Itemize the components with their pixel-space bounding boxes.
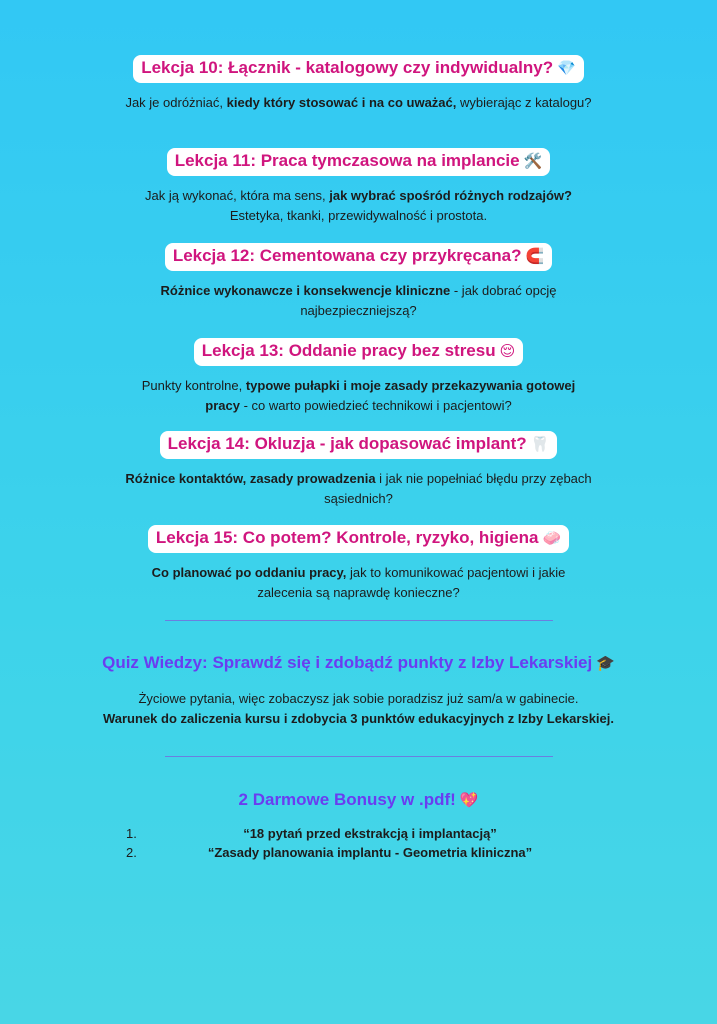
- quiz-line-1: Życiowe pytania, więc zobaczysz jak sobie poradzisz już sam/a w gabinecie.: [138, 691, 579, 706]
- lesson-title: Lekcja 14: Okluzja - jak dopasować implant? 🦷: [160, 431, 558, 459]
- sparkling-heart-icon: 💖: [459, 792, 479, 809]
- lesson-description: Różnice kontaktów, zasady prowadzenia i jak nie popełniać błędu przy zębach sąsiednich?: [125, 471, 592, 506]
- lesson-15: [0, 525, 717, 603]
- list-number: 2.: [126, 845, 137, 860]
- lesson-description: Różnice wykonawcze i konsekwencje kliniczne - jak dobrać opcję najbezpieczniejszą?: [160, 283, 557, 318]
- lesson-12: [0, 243, 717, 321]
- lesson-description: Punkty kontrolne, typowe pułapki i moje zasady przekazywania gotowej pracy - co warto powiedzieć technikowi i pacjentowi?: [141, 378, 576, 413]
- lesson-11: [0, 148, 717, 226]
- quiz-title: Quiz Wiedzy: Sprawdź się i zdobądź punkty z Izby Lekarskiej 🎓: [102, 653, 615, 672]
- list-number: 1.: [126, 826, 137, 841]
- lesson-10: [0, 55, 717, 113]
- magnet-icon: 🧲: [525, 248, 545, 265]
- tools-icon: 🛠️: [523, 153, 543, 170]
- relieved-face-icon: 😌: [499, 343, 516, 360]
- divider: [165, 756, 553, 757]
- graduation-cap-icon: 🎓: [596, 655, 615, 672]
- bonus-title: 2 Darmowe Bonusy w .pdf! 💖: [238, 790, 479, 809]
- list-item: [0, 845, 717, 864]
- lesson-title: Lekcja 13: Oddanie pracy bez stresu 😌: [194, 338, 524, 366]
- lesson-13: [0, 338, 717, 416]
- lesson-title: Lekcja 11: Praca tymczasowa na implancie 🛠️: [167, 148, 551, 176]
- list-text: “18 pytań przed ekstrakcją i implantacją”: [243, 826, 497, 841]
- divider: [165, 620, 553, 621]
- lesson-14: [0, 431, 717, 509]
- bonus-list: [0, 826, 717, 864]
- lesson-title: Lekcja 15: Co potem? Kontrole, ryzyko, higiena 🧼: [148, 525, 569, 553]
- lesson-description: Jak ją wykonać, która ma sens, jak wybrać spośród różnych rodzajów? Estetyka, tkanki, przewidywalność i prostota.: [145, 188, 572, 223]
- quiz-description: [0, 689, 717, 729]
- lesson-title: Lekcja 12: Cementowana czy przykręcana? 🧲: [165, 243, 552, 271]
- gem-icon: 💎: [557, 60, 576, 77]
- soap-icon: 🧼: [542, 530, 562, 547]
- list-text: “Zasady planowania implantu - Geometria kliniczna”: [207, 845, 533, 860]
- list-item: [0, 826, 717, 845]
- lesson-title: Lekcja 10: Łącznik - katalogowy czy indywidualny? 💎: [133, 55, 584, 83]
- quiz-line-2: Warunek do zaliczenia kursu i zdobycia 3 punktów edukacyjnych z Izby Lekarskiej.: [102, 711, 614, 726]
- lesson-description: Co planować po oddaniu pracy, jak to komunikować pacjentowi i jakie zalecenia są naprawdę konieczne?: [151, 565, 566, 600]
- tooth-icon: 🦷: [530, 436, 550, 453]
- lesson-description: Jak je odróżniać, kiedy który stosować i na co uważać, wybierając z katalogu?: [125, 95, 592, 110]
